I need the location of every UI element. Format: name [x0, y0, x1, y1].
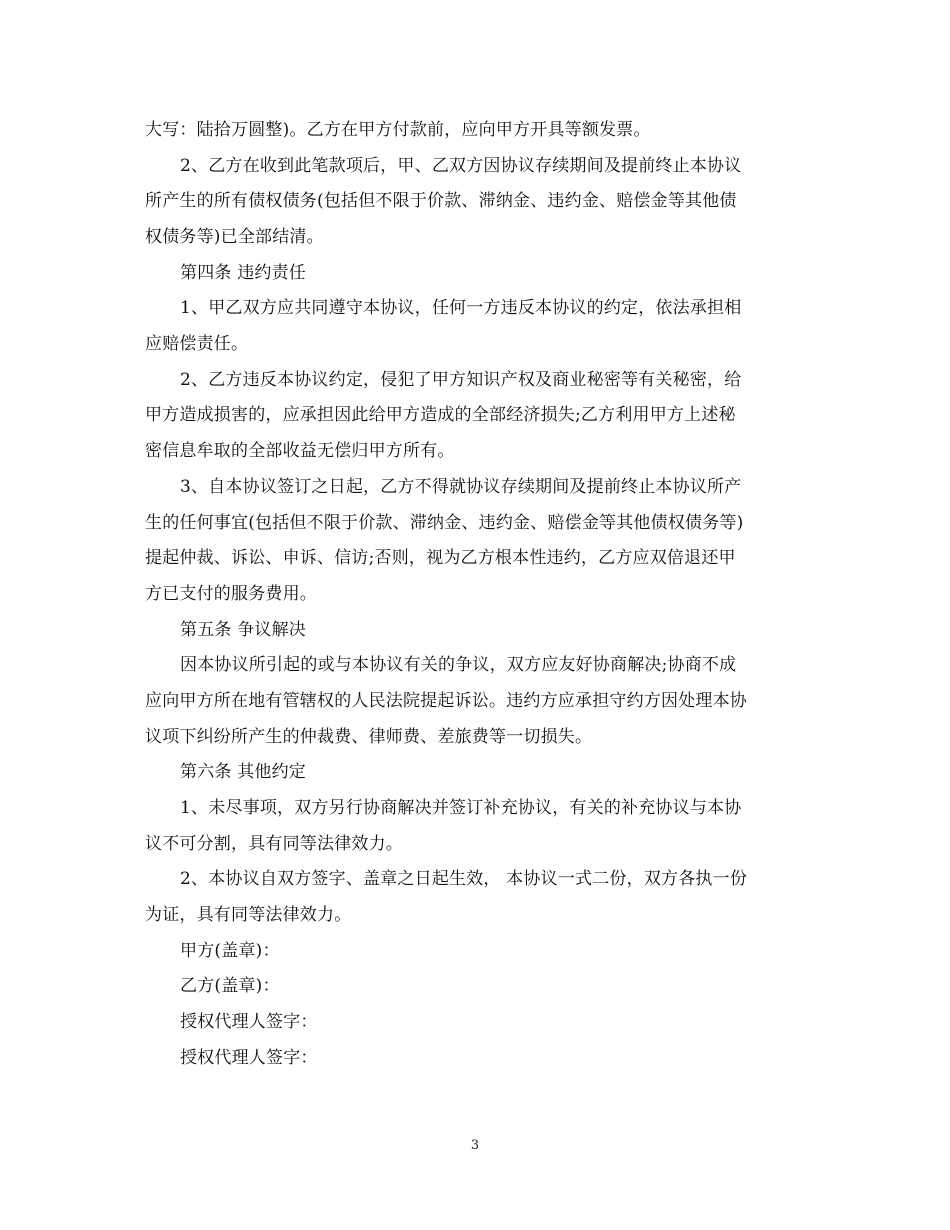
text-line-21: 议不可分割，具有同等法律效力。: [145, 834, 403, 854]
text-line-9: 甲方造成损害的，应承担因此给甲方造成的全部经济损失;乙方利用甲方上述秘: [145, 405, 736, 425]
page-number: 3: [470, 1138, 480, 1153]
text-line-22: 2、本协议自双方签字、盖章之日起生效， 本协议一式二份，双方各执一份: [180, 869, 748, 889]
text-line-14: 方已支付的服务费用。: [145, 584, 317, 604]
text-line-6: 1、甲乙双方应共同遵守本协议，任何一方违反本协议的约定，依法承担相: [180, 298, 742, 318]
text-line-1: 大写：陆拾万圆整)。乙方在甲方付款前，应向甲方开具等额发票。: [145, 120, 651, 140]
text-line-13: 提起仲裁、诉讼、申诉、信访;否则，视为乙方根本性违约，乙方应双倍退还甲: [145, 548, 736, 568]
text-line-11: 3、自本协议签订之日起，乙方不得就协议存续期间及提前终止本协议所产: [180, 477, 742, 497]
text-line-16: 因本协议所引起的或与本协议有关的争议，双方应友好协商解决;协商不成: [180, 655, 737, 675]
section-heading-4: 第四条 违约责任: [180, 263, 307, 283]
section-heading-6: 第六条 其他约定: [180, 762, 307, 782]
party-b-seal-label: 乙方(盖章)：: [180, 976, 280, 996]
text-line-3: 所产生的所有债权债务(包括但不限于价款、滞纳金、违约金、赔偿金等其他债: [145, 191, 737, 211]
text-line-10: 密信息牟取的全部收益无偿归甲方所有。: [145, 441, 455, 461]
party-a-seal-label: 甲方(盖章)：: [180, 941, 280, 961]
text-line-12: 生的任何事宜(包括但不限于价款、滞纳金、违约金、赔偿金等其他债权债务等): [145, 513, 744, 533]
text-line-23: 为证，具有同等法律效力。: [145, 905, 352, 925]
text-line-8: 2、乙方违反本协议约定，侵犯了甲方知识产权及商业秘密等有关秘密，给: [180, 370, 742, 390]
section-heading-5: 第五条 争议解决: [180, 620, 307, 640]
authorized-agent-signature-label-1: 授权代理人签字：: [180, 1012, 318, 1032]
text-line-4: 权债务等)已全部结清。: [145, 227, 324, 247]
text-line-2: 2、乙方在收到此笔款项后，甲、乙双方因协议存续期间及提前终止本协议: [180, 156, 742, 176]
text-line-17: 应向甲方所在地有管辖权的人民法院提起诉讼。违约方应承担守约方因处理本协: [145, 691, 747, 711]
authorized-agent-signature-label-2: 授权代理人签字：: [180, 1048, 318, 1068]
text-line-18: 议项下纠纷所产生的仲裁费、律师费、差旅费等一切损失。: [145, 727, 593, 747]
text-line-20: 1、未尽事项，双方另行协商解决并签订补充协议，有关的补充协议与本协: [180, 798, 742, 818]
text-line-7: 应赔偿责任。: [145, 334, 249, 354]
